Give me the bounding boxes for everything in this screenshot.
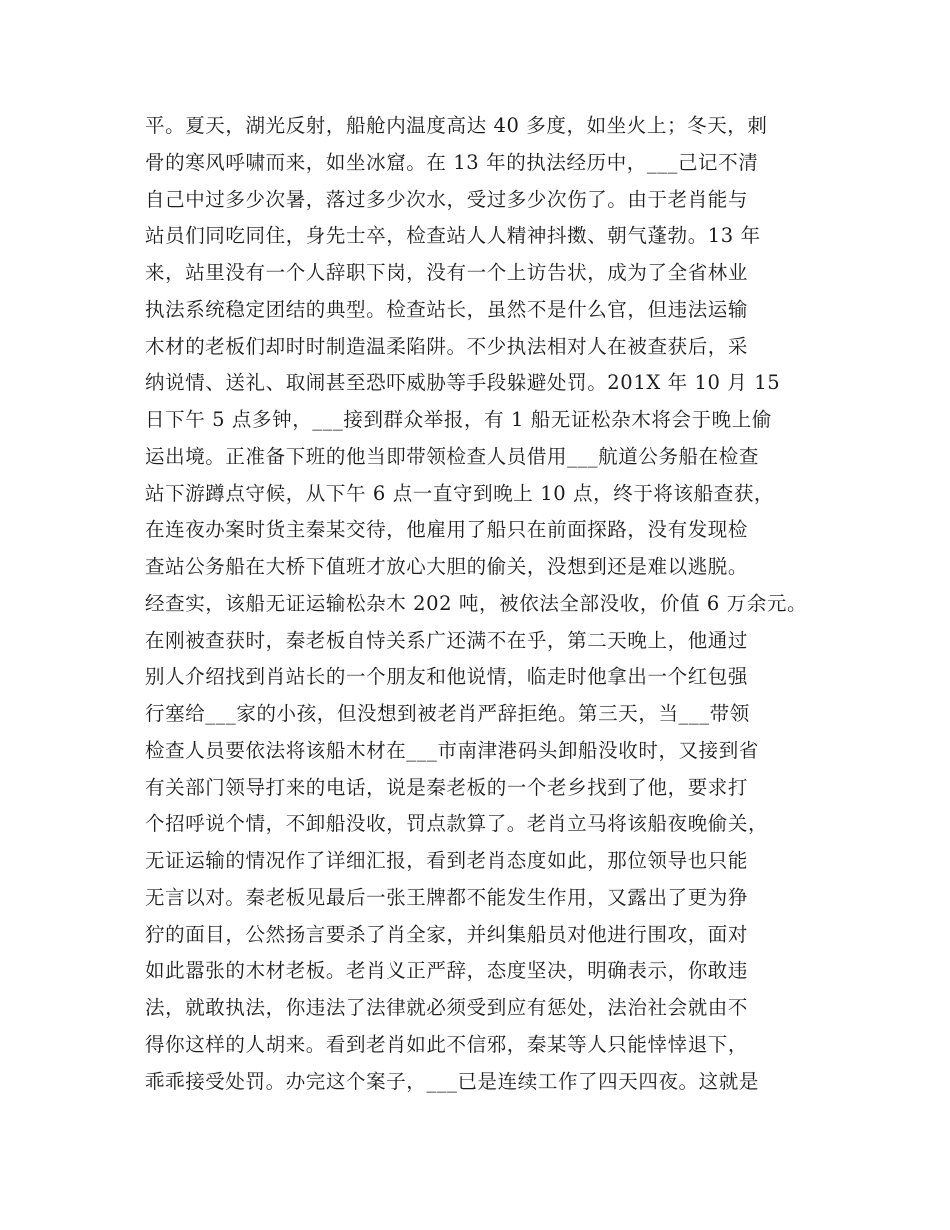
text-line: 如此嚣张的木材老板。老肖义正严辞，态度坚决，明确表示，你敢违: [145, 959, 749, 983]
text-line: 经查实，该船无证运输松杂木 202 吨，被依法全部没收，价值 6 万余元。: [145, 591, 808, 615]
text-line: 检查人员要依法将该船木材在___市南津港码头卸船没收时，又接到省: [145, 738, 759, 762]
text-line: 平。夏天，湖光反射，船舱内温度高达 40 多度，如坐火上；冬天，刺: [145, 114, 768, 137]
text-line: 乖乖接受处罚。办完这个案子，___已是连续工作了四天四夜。这就是: [145, 1069, 759, 1093]
text-line: 执法系统稳定团结的典型。检查站长，虽然不是什么官，但违法运输: [145, 297, 749, 321]
text-line: 日下午 5 点多钟，___接到群众举报，有 1 船无证松杂木将会于晚上偷: [145, 408, 772, 431]
text-line: 无证运输的情况作了详细汇报，看到老肖态度如此，那位领导也只能: [145, 849, 749, 872]
body-text: [145, 108, 835, 1100]
text-line: 查站公务船在大桥下值班才放心大胆的偷关，没想到还是难以逃脱。: [145, 555, 749, 578]
text-line: 个招呼说个情，不卸船没收，罚点款算了。老肖立马将该船夜晚偷关，: [145, 812, 769, 836]
text-line: 木材的老板们却时时制造温柔陷阱。不少执法相对人在被查获后，采: [145, 334, 749, 358]
text-line: 有关部门领导打来的电话，说是秦老板的一个老乡找到了他，要求打: [145, 775, 749, 799]
text-line: 运出境。正准备下班的他当即带领检查人员借用___航道公务船在检查: [145, 444, 759, 468]
text-line: 得你这样的人胡来。看到老肖如此不信邪，秦某等人只能悻悻退下，: [145, 1032, 749, 1056]
text-line: 行塞给___家的小孩，但没想到被老肖严辞拒绝。第三天，当___带领: [145, 702, 750, 725]
text-line: 自己中过多少次暑，落过多少次水，受过多少次伤了。由于老肖能与: [145, 187, 749, 211]
text-line: 站下游蹲点守候，从下午 6 点一直守到晚上 10 点，终于将该船查获，: [145, 481, 775, 505]
text-line: 别人介绍找到肖站长的一个朋友和他说情，临走时他拿出一个红包强: [145, 665, 749, 689]
text-line: 纳说情、送礼、取闹甚至恐吓威胁等手段躲避处罚。201X 年 10 月 15: [145, 371, 781, 395]
text-line: 狞的面目，公然扬言要杀了肖全家，并纠集船员对他进行围攻，面对: [145, 922, 749, 946]
text-line: 骨的寒风呼啸而来，如坐冰窟。在 13 年的执法经历中，___己记不清: [145, 150, 759, 174]
text-line: 站员们同吃同住，身先士卒，检查站人人精神抖擞、朝气蓬勃。13 年: [145, 224, 761, 248]
text-line: 法，就敢执法，你违法了法律就必须受到应有惩处，法治社会就由不: [145, 996, 749, 1019]
text-line: 在刚被查获时，秦老板自恃关系广还满不在乎，第二天晚上，他通过: [145, 628, 749, 652]
text-line: 在连夜办案时货主秦某交待，他雇用了船只在前面探路，没有发现检: [145, 518, 749, 542]
text-line: 来，站里没有一个人辞职下岗，没有一个上访告状，成为了全省林业: [145, 261, 749, 284]
text-line: 无言以对。秦老板见最后一张王牌都不能发生作用，又露出了更为狰: [145, 885, 749, 909]
